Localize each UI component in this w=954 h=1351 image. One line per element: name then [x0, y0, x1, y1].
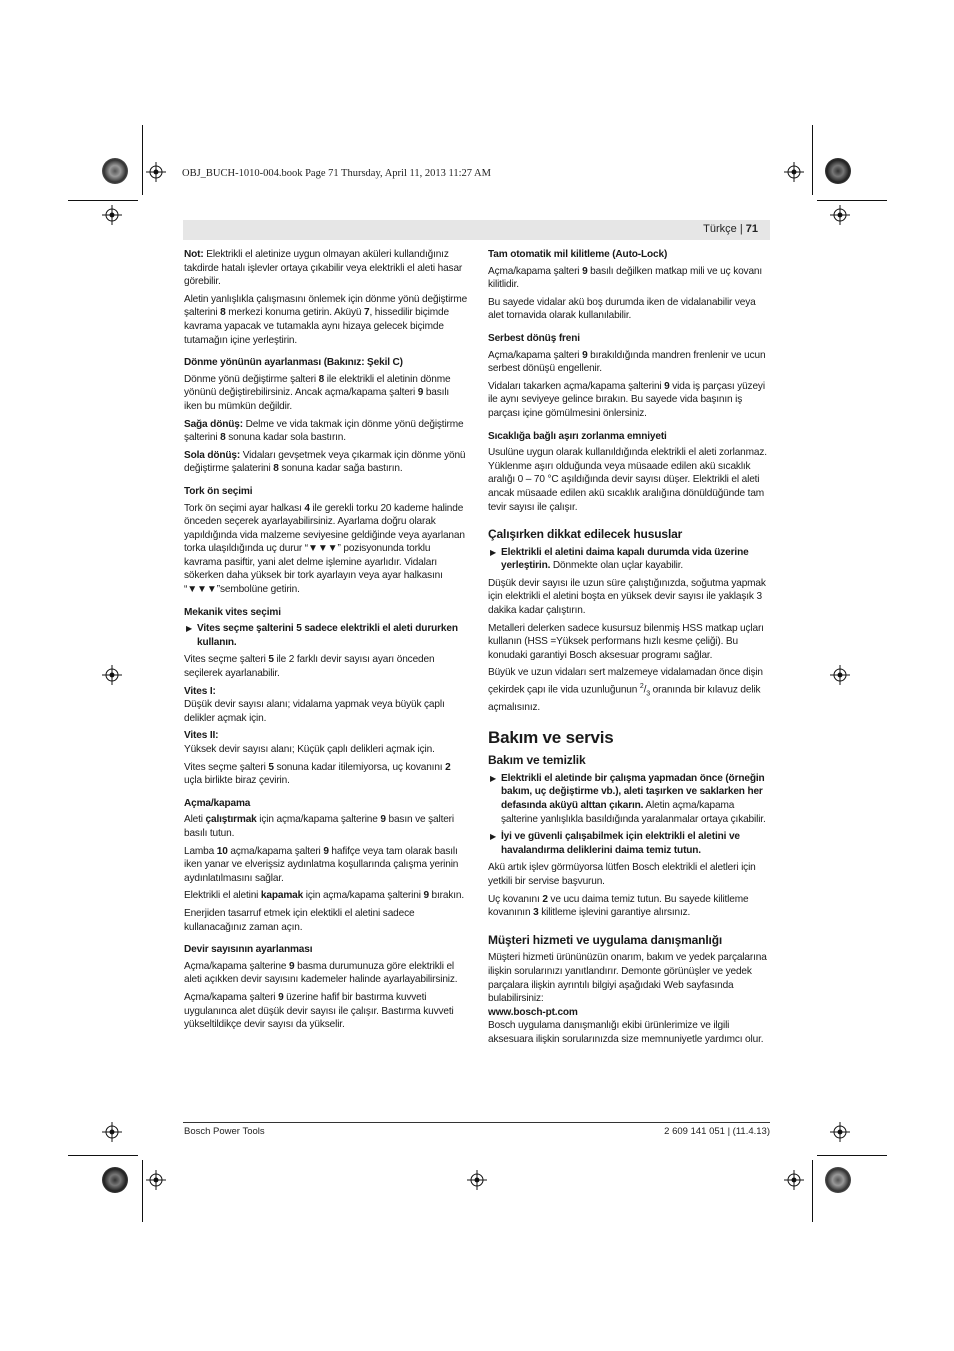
text: Açma/kapama şalteri: [488, 265, 583, 277]
text: kilitleme işlevini garantiye alırsınız.: [538, 907, 691, 919]
rotation-paragraph: [184, 373, 468, 414]
footer-brand: Bosch Power Tools: [184, 1126, 265, 1137]
right-rotation-paragraph: [184, 418, 468, 445]
text: uçla birlikte biraz çevirin.: [184, 775, 290, 787]
gear-warning-bullet: [184, 622, 468, 649]
text: Vites seçme şalteri: [184, 654, 269, 666]
emphasis: çalıştırmak: [205, 814, 257, 826]
color-rosette-icon: [102, 1167, 128, 1193]
header-bar: [183, 220, 770, 240]
text: Uç kovanını: [488, 893, 543, 905]
drill-symbol-icon: ▼▼▼: [307, 543, 338, 555]
registration-mark-icon: [467, 1170, 487, 1190]
bullet-arrow-icon: ▶: [490, 547, 497, 557]
text: ile gerekli torku 20 kademe halinde önceden seçerek ayarlayabilirsiniz. Ayarlama doğru olarak yapıldığında vida malzeme seviyesine geldiğinde veya ayarlanan torka ulaşıldığında uç durur “: [184, 502, 465, 555]
ref-number: 8: [273, 463, 279, 475]
note-label: Not:: [184, 249, 204, 260]
right-column: [488, 248, 772, 1050]
auto-lock-paragraph-1: [488, 265, 772, 292]
text: ”sembolüne getirin.: [216, 584, 300, 596]
text: oranında bir kılavuz delik açmalısınız.: [488, 684, 761, 713]
header-language: Türkçe: [703, 223, 737, 235]
text: üzerine hafif bir bastırma kuvveti uygulanınca alet düşük devir sayısı ile çalışır. Bastırma kuvveti yükseltildikçe devir sayısı da yükselir.: [184, 991, 454, 1031]
lamp-paragraph: [184, 845, 468, 886]
label: Sola dönüş:: [184, 449, 241, 461]
ref-number: 9: [278, 991, 284, 1003]
text: Aletin açma/kapama şalterine yanlışlıkla basıldığında yaralanmalar ortaya çıkabilir.: [501, 799, 766, 825]
color-rosette-icon: [825, 1167, 851, 1193]
registration-mark-icon: [146, 162, 166, 182]
ref-number: 9: [417, 387, 424, 399]
text: Dönmekte olan uçlar kayabilir.: [550, 560, 684, 572]
ref-number: 9: [288, 960, 295, 972]
working-paragraph-1: Düşük devir sayısı ile uzun süre çalıştığınızda, soğutma yapmak için elektrikli el aletini boşta en yüksek devir sayısı ile yaklaşık 3 dakika kadar çalıştırın.: [488, 577, 766, 617]
off-paragraph: [184, 889, 468, 903]
text: bırakıldığında mandren frenlenir ve ucun serbest dönüşü engellenir.: [488, 349, 766, 375]
note-paragraph: [184, 248, 468, 289]
fraction-numerator: 2: [639, 683, 644, 691]
heading-brake: Serbest dönüş freni: [488, 332, 580, 344]
text: Vidaları gevşetmek veya çıkarmak için dönme yönü değiştirme şalaterini: [184, 449, 466, 475]
gear-2-text: Yüksek devir sayısı alanı; Küçük çaplı delikleri açmak için.: [184, 744, 435, 755]
print-slug: OBJ_BUCH-1010-004.book Page 71 Thursday, April 11, 2013 11:27 AM: [182, 168, 491, 179]
page-number: 71: [745, 223, 758, 235]
registration-mark-icon: [102, 205, 122, 225]
text: Aletin yanlışlıkla çalışmasını önlemek için dönme yönü değiştirme şalterini: [184, 293, 468, 319]
heading-maintenance-cleaning: Bakım ve temizlik: [488, 753, 586, 768]
battery-insert-paragraph: [184, 293, 468, 347]
energy-paragraph: Enerjiden tasarruf etmek için elektikli el aletini sadece kullanacağınız zaman açın.: [184, 907, 415, 933]
text: Lamba: [184, 845, 217, 857]
working-paragraph-2: Metalleri delerken sadece kusursuz bilenmiş HSS matkap uçları kullanın (HSS =Yüksek performans hızlı kesme çeliği). Bu konudaki garantiyi Bosch aksesuar programı sağlar.: [488, 622, 764, 661]
text: Dönme yönü değiştirme şalteri: [184, 373, 319, 385]
text: bırakın.: [428, 890, 465, 902]
heading-gear: Mekanik vites seçimi: [184, 606, 281, 618]
bullet-arrow-icon: ▶: [186, 624, 193, 634]
bullet-arrow-icon: ▶: [490, 832, 497, 842]
text: sonuna kadar itilemiyorsa, uç kovanını: [273, 761, 446, 773]
emphasis: kapamak: [260, 890, 304, 902]
text: Elektrikli el aletini: [184, 890, 261, 902]
heading-speed: Devir sayısının ayarlanması: [184, 944, 313, 956]
text: sonuna kadar sağa bastırın.: [278, 463, 403, 475]
text: için açma/kapama şalterini: [303, 890, 424, 902]
left-column: [184, 248, 468, 1036]
speed-paragraph-2: [184, 991, 468, 1032]
gear-1-text: Düşük devir sayısı alanı; vidalama yapmak veya büyük çaplı delikler açmak için.: [184, 699, 445, 724]
maintenance-bullet-2: [488, 830, 772, 857]
customer-paragraph-2: Bosch uygulama danışmanlığı ekibi ürünlerimize ve ilgili aksesuara ilişkin sorularınızda size memnuniyetle yardımcı olur.: [488, 1020, 764, 1045]
speed-paragraph-1: [184, 960, 468, 987]
website-link[interactable]: www.bosch-pt.com: [488, 1006, 578, 1018]
footer-rule: [183, 1122, 770, 1123]
gear-paragraph: [184, 653, 468, 680]
ref-number: 8: [220, 307, 226, 319]
ref-number: 9: [323, 845, 329, 857]
thermal-paragraph: Usulüne uygun olarak kullanıldığında elektrikli el aleti zorlanmaz. Yüklenme aşırı olduğunda veya müsaade edilen akü sıcaklık aralığı 0 – 70 °C aşıldığında devir sayısı düşer. Elektrikli el aleti ancak müsaade edilen akü sıcaklık aralığına dönüldüğünde tam tevir sayısı ile çalışır.: [488, 447, 767, 513]
ref-number: 9: [380, 814, 386, 826]
text: basılı iken bu mümkün değildir.: [184, 387, 450, 412]
bullet-text: Vites seçme şalterini 5 sadece elektrikli el aleti dururken kullanın.: [197, 623, 458, 648]
on-paragraph: [184, 813, 468, 840]
color-rosette-icon: [825, 158, 851, 184]
text: Açma/kapama şalterine: [184, 960, 289, 972]
registration-mark-icon: [830, 665, 850, 685]
gear-shift-paragraph: [184, 761, 468, 788]
ref-number: 9: [423, 890, 429, 902]
gear-2-label: Vites II:: [184, 730, 219, 742]
ref-number: 9: [582, 349, 588, 361]
left-rotation-paragraph: [184, 449, 468, 476]
text: Aleti: [184, 814, 206, 826]
torque-paragraph: [184, 502, 468, 597]
registration-mark-icon: [830, 1122, 850, 1142]
ref-number: 10: [216, 845, 228, 857]
auto-lock-paragraph-2: Bu sayede vidalar akü boş durumda iken de vidalanabilir veya alet tornavida olarak kullanılabilir.: [488, 296, 756, 322]
bullet-arrow-icon: ▶: [490, 773, 497, 783]
working-bullet: [488, 546, 772, 573]
registration-mark-icon: [784, 162, 804, 182]
ref-number: 9: [664, 380, 670, 392]
color-rosette-icon: [102, 158, 128, 184]
heading-on-off: Açma/kapama: [184, 797, 251, 809]
text: basın ve şalteri basılı tutun.: [184, 814, 454, 839]
ref-number: 2: [542, 893, 548, 905]
heading-working-advice: Çalışırken dikkat edilecek hususlar: [488, 527, 683, 542]
text: Vidaları takarken açma/kapama şalterini: [488, 380, 665, 392]
text: vida iş parçası yüzeyi ile aynı seviyeye gelince bırakın. Bu sayede vida başının iş parçası içine gömülmesini önlersiniz.: [488, 380, 765, 419]
label: Sağa dönüş:: [184, 418, 243, 430]
ref-number: 5: [268, 761, 274, 773]
registration-mark-icon: [146, 1170, 166, 1190]
note-text: Elektrikli el aletinize uygun olmayan aküleri kullandığınız takdirde hatalı işlevler ortaya çıkabilir veya elektrikli el aleti hasar görebilir.: [184, 249, 463, 288]
ref-number: 7: [363, 307, 370, 319]
heading-rotation: Dönme yönünün ayarlanması (Bakınız: Şekil C): [184, 357, 403, 369]
ref-number: 4: [304, 502, 310, 514]
maintenance-paragraph-2: [488, 893, 772, 920]
text: Açma/kapama şalteri: [488, 349, 583, 361]
gear-1-label: Vites I:: [184, 685, 216, 697]
ref-number: 8: [220, 432, 226, 444]
customer-paragraph-1: Müşteri hizmeti ürününüzün onarım, bakım ve yedek parçalarına ilişkin sorularınızı yanıtlandırır. Demonte görünüşler ve yedek parçalara ilişkin ayrıntılı bilgiyi aşağıdaki Web sayfasında bulabilirsiniz:: [488, 952, 767, 1005]
page-header: [703, 223, 758, 235]
registration-mark-icon: [830, 205, 850, 225]
text: için açma/kapama şalterine: [256, 814, 381, 826]
heading-torque: Tork ön seçimi: [184, 485, 253, 497]
text: ” pozisyonunda torklu kavrama pasiftir, yani alet delme işlemine ayarlıdır. Vidaları sökerken daha yüksek bir tork ayarlayın veya ayar halkasını “: [184, 543, 443, 596]
ref-number: 9: [582, 265, 588, 277]
text: Açma/kapama şalteri: [184, 991, 279, 1003]
text: Tork ön seçimi ayar halkası: [184, 502, 305, 514]
brake-paragraph-2: [488, 380, 772, 421]
heading-maintenance-service: Bakım ve servis: [488, 727, 614, 747]
text: ile elektrikli el aletinin dönme yönünü değiştirebilirsiniz. Ancak açma/kapama şalteri: [184, 373, 451, 399]
bullet-text: Elektrikli el aletini daima kapalı durumda vida üzerine yerleştirin.: [501, 546, 749, 572]
ref-number: 8: [318, 373, 325, 385]
brake-paragraph-1: [488, 349, 772, 376]
text: Büyük ve uzun vidaları sert malzemeye vidalamadan önce dişin çekirdek çapı ile vida uzunluğunun: [488, 667, 763, 696]
drill-symbol-icon: ▼▼▼: [187, 584, 217, 596]
text: Delme ve vida takmak için dönme yönü değiştirme şalterini: [184, 418, 464, 444]
registration-mark-icon: [102, 1122, 122, 1142]
heading-thermal: Sıcaklığa bağlı aşırı zorlanma emniyeti: [488, 430, 667, 442]
registration-mark-icon: [102, 665, 122, 685]
text: , hissedilir biçimde kavrama yapacak ve tutamakla aynı hizaya gelecek biçimde tutamağın içine yerleştirin.: [184, 307, 449, 346]
bullet-text: Elektrikli el aletinde bir çalışma yapmadan önce (örneğin bakım, uç değiştirme vb.), aleti taşırken ve saklarken her defasında aküyü alttan çıkarın.: [501, 772, 765, 811]
registration-mark-icon: [784, 1170, 804, 1190]
text: Vites seçme şalteri: [184, 761, 269, 773]
maintenance-bullet-1: [488, 772, 772, 826]
working-paragraph-3: [488, 666, 772, 714]
text: ile 2 farklı devir sayısı ayarı önceden seçilerek ayarlanabilir.: [184, 654, 435, 680]
ref-number: 3: [533, 907, 539, 919]
text: basma durumunuza göre elektrikli el aleti açıkken devir sayısını kademeler halinde ayarlayabilirsiniz.: [184, 960, 458, 986]
ref-number: 2: [445, 761, 451, 773]
heading-customer-service: Müşteri hizmeti ve uygulama danışmanlığı: [488, 932, 723, 947]
ref-number: 5: [268, 654, 274, 666]
text: sonuna kadar sola bastırın.: [225, 432, 346, 444]
bullet-text: İyi ve güvenli çalışabilmek için elektrikli el aletini ve havalandırma deliklerini daima temiz tutun.: [501, 831, 740, 856]
footer-doc-number: 2 609 141 051 | (11.4.13): [664, 1126, 770, 1137]
text: basılı değilken matkap mili ve uç kovanı kilitlidir.: [488, 265, 763, 291]
fraction-denominator: 3: [646, 690, 651, 698]
heading-auto-lock: Tam otomatik mil kilitleme (Auto-Lock): [488, 249, 668, 260]
maintenance-paragraph-1: Akü artık işlev görmüyorsa lütfen Bosch elektrikli el aletleri için yetkili bir servise başvurun.: [488, 862, 756, 887]
header-separator: |: [739, 223, 743, 235]
text: hafifçe veya tam olarak basılı iken yanar ve elverişsiz aydınlatma koşullarında çalışma yerinin aydınlatılmasını sağlar.: [184, 845, 459, 884]
text: merkezi konuma getirin. Aküyü: [225, 307, 364, 319]
text: açma/kapama şalteri: [227, 845, 324, 857]
text: ve ucu daima temiz tutun. Bu sayede kilitleme kovanının: [488, 893, 749, 919]
fraction-slash: /: [643, 684, 647, 696]
